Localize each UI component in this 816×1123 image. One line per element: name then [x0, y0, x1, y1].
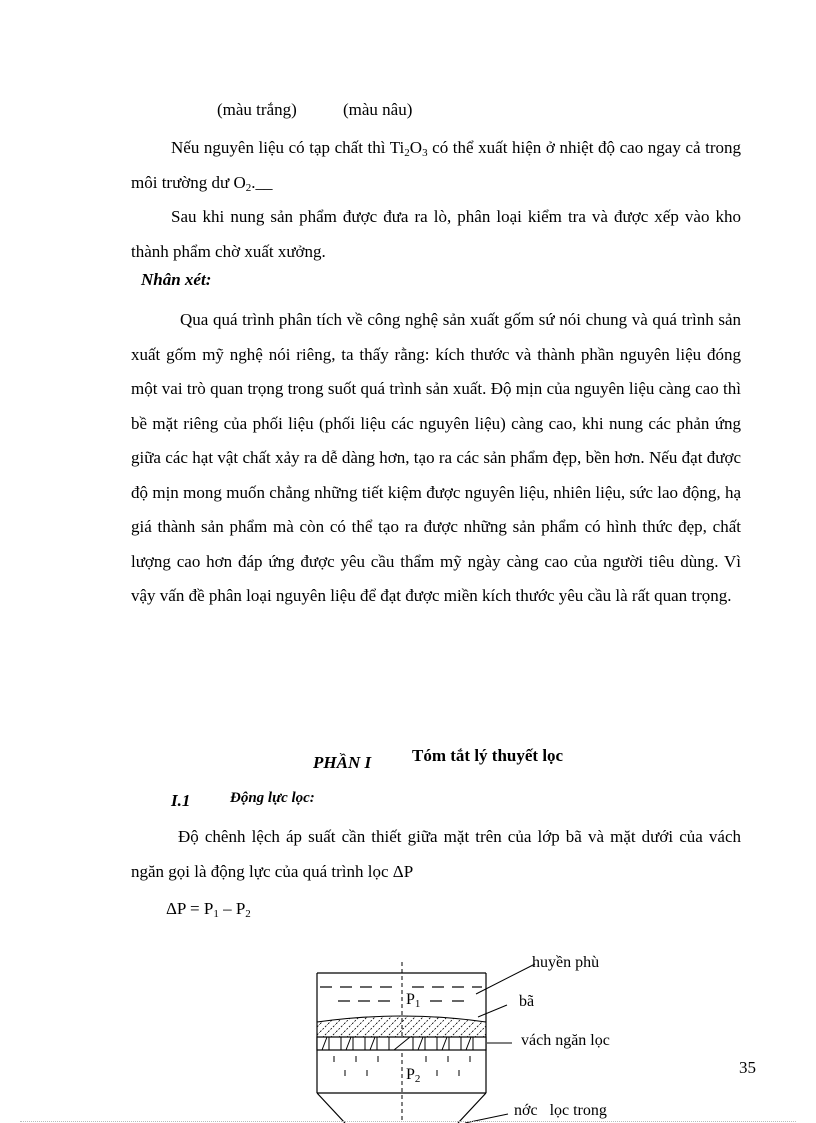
suspension-dashes: [320, 987, 482, 1001]
p3-text: Qua quá trình phân tích về công nghệ sản xuất gốm sứ nói chung và quá trình sản xuất gốm mỹ nghệ nói riêng, ta thấy rằng: kích thước và thành phần nguyên liệu đóng một vai trò quan trọng trong suốt quá trình sản xuất. Độ mịn của nguyên liệu càng cao thì bề mặt riêng của phối liệu (phối liệu các nguyên liệu) càng cao, khi nung các phản ứng giữa các hạt vật chất xảy ra dễ dàng hơn, tạo ra các sản phẩm đẹp, bền hơn. Nếu đạt được độ mịn mong muốn chẳng những tiết kiệm được nguyên liệu, nhiên liệu, sức lao động, hạ giá thành sản phẩm mà còn có thể tạo ra được những sản phẩm có hình thức đẹp, chất lượng cao hơn đáp ứng được yêu cầu thẩm mỹ ngày càng cao của người tiêu dùng. Vì vậy vấn đề phân loại nguyên liệu để đạt được miền kích thước yêu cầu là rất quan trọng.: [131, 310, 741, 605]
p4-text: Độ chênh lệch áp suất cần thiết giữa mặt trên của lớp bã và mặt dưới của vách ngăn gọi là động lực của quá trình lọc ΔP: [131, 827, 741, 881]
pressure-p1: [406, 991, 420, 1009]
page-number: 35: [739, 1058, 756, 1077]
label-white: (màu trắng): [217, 100, 297, 119]
label-brown: (màu nâu): [343, 100, 413, 119]
p1-base: P: [406, 991, 415, 1008]
formula-sub-2: 2: [245, 908, 251, 920]
p2-text: Sau khi nung sản phẩm được đưa ra lò, phân loại kiểm tra và được xếp vào kho thành phẩm chờ xuất xưởng.: [131, 207, 741, 261]
cake-layer: [317, 1016, 486, 1037]
p1-text-a: Nếu nguyên liệu có tạp chất thì Ti: [171, 138, 405, 157]
p1-text-g: .__: [251, 172, 273, 192]
label-filtrate: nớc lọc trong: [514, 1102, 607, 1119]
funnel-right: [458, 1093, 486, 1123]
formula-a: ΔP = P: [166, 899, 214, 918]
p2-sub: 2: [414, 1073, 421, 1085]
p2-base: P: [406, 1066, 415, 1083]
p1-text-c: O: [409, 138, 423, 157]
part-title: Tóm tắt lý thuyết lọc: [412, 746, 564, 765]
label-suspension: huyền phù: [532, 954, 600, 971]
section-title: Động lực lọc:: [230, 790, 315, 806]
formula-sub-1: 1: [213, 908, 219, 920]
leader-cake: [478, 1005, 507, 1017]
label-cake: bã: [519, 993, 535, 1010]
p1-sub-d: 3: [422, 147, 428, 159]
part-label: PHẦN I: [313, 753, 372, 772]
formula-c: – P: [218, 899, 246, 918]
page-bottom-border: [20, 1121, 796, 1122]
pressure-p2: [406, 1066, 420, 1084]
leader-suspension: [476, 964, 535, 994]
funnel-left: [317, 1093, 345, 1123]
remark-heading: Nhân xét:: [141, 270, 212, 289]
filtrate-drips: [334, 1056, 470, 1076]
label-filter-medium: vách ngăn lọc: [521, 1032, 610, 1049]
p1-sub-f: 2: [245, 181, 252, 194]
p1-sub: 1: [414, 998, 421, 1010]
p1-text-e: có thể xuất hiện ở nhiệt độ cao ngay cả trong môi trường dư O: [131, 138, 741, 192]
p1-sub-b: 2: [404, 147, 410, 159]
section-number: I.1: [171, 791, 191, 810]
